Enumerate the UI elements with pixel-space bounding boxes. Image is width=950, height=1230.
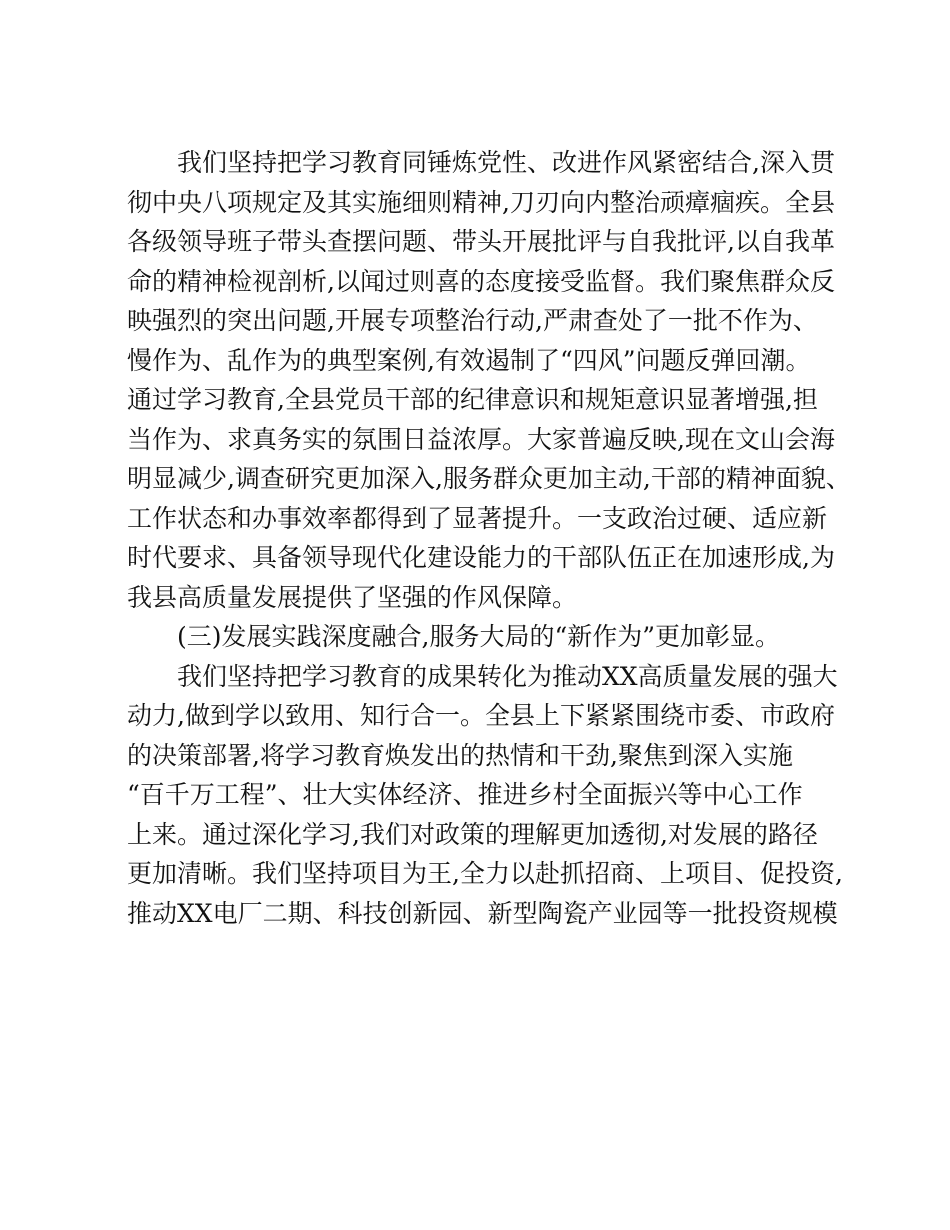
paragraph-line: 当作为、求真务实的氛围日益浓厚。大家普遍反映,现在文山会海 <box>127 424 835 454</box>
paragraph-line: “百千万工程”、壮大实体经济、推进乡村全面振兴等中心工作 <box>127 780 803 809</box>
paragraph-line: 慢作为、乱作为的典型案例,有效遏制了“四风”问题反弹回潮。 <box>127 345 811 375</box>
paragraph-line: 命的精神检视剖析,以闻过则喜的态度接受监督。我们聚焦群众反 <box>127 266 835 296</box>
paragraph-line: 各级领导班子带头查摆问题、带头开展批评与自我批评,以自我革 <box>127 227 835 256</box>
paragraph-line: 明显减少,调查研究更加深入,服务群众更加主动,干部的精神面貌、 <box>127 464 851 493</box>
paragraph-line: 工作状态和办事效率都得到了显著提升。一支政治过硬、适应新 <box>127 503 828 533</box>
paragraph-line: 我们坚持把学习教育同锤炼党性、改进作风紧密结合,深入贯 <box>177 148 835 177</box>
paragraph-line: 的决策部署,将学习教育焕发出的热情和干劲,聚焦到深入实施 <box>127 740 793 770</box>
section-heading: (三)发展实践深度融合,服务大局的“新作为”更加彰显。 <box>177 622 781 651</box>
body-text <box>127 143 851 933</box>
paragraph-line: 映强烈的突出问题,开展专项整治行动,严肃查处了一批不作为、 <box>127 306 818 335</box>
paragraph-line: 我县高质量发展提供了坚强的作风保障。 <box>127 582 578 612</box>
paragraph-line: 通过学习教育,全县党员干部的纪律意识和规矩意识显著增强,担 <box>127 385 818 414</box>
paragraph-line: 上来。通过深化学习,我们对政策的理解更加透彻,对发展的路径 <box>127 819 818 849</box>
paragraph-line: 彻中央八项规定及其实施细则精神,刀刃向内整治顽瘴痼疾。全县 <box>127 187 835 217</box>
paragraph-line: 时代要求、具备领导现代化建设能力的干部队伍正在加速形成,为 <box>127 543 835 572</box>
paragraph-line: 动力,做到学以致用、知行合一。全县上下紧紧围绕市委、市政府 <box>127 701 835 730</box>
paragraph-line: 推动XX电厂二期、科技创新园、新型陶瓷产业园等一批投资规模 <box>127 898 838 928</box>
paragraph-line: 更加清晰。我们坚持项目为王,全力以赴抓招商、上项目、促投资, <box>127 859 843 888</box>
paragraph-line: 我们坚持把学习教育的成果转化为推动XX高质量发展的强大 <box>177 661 838 691</box>
